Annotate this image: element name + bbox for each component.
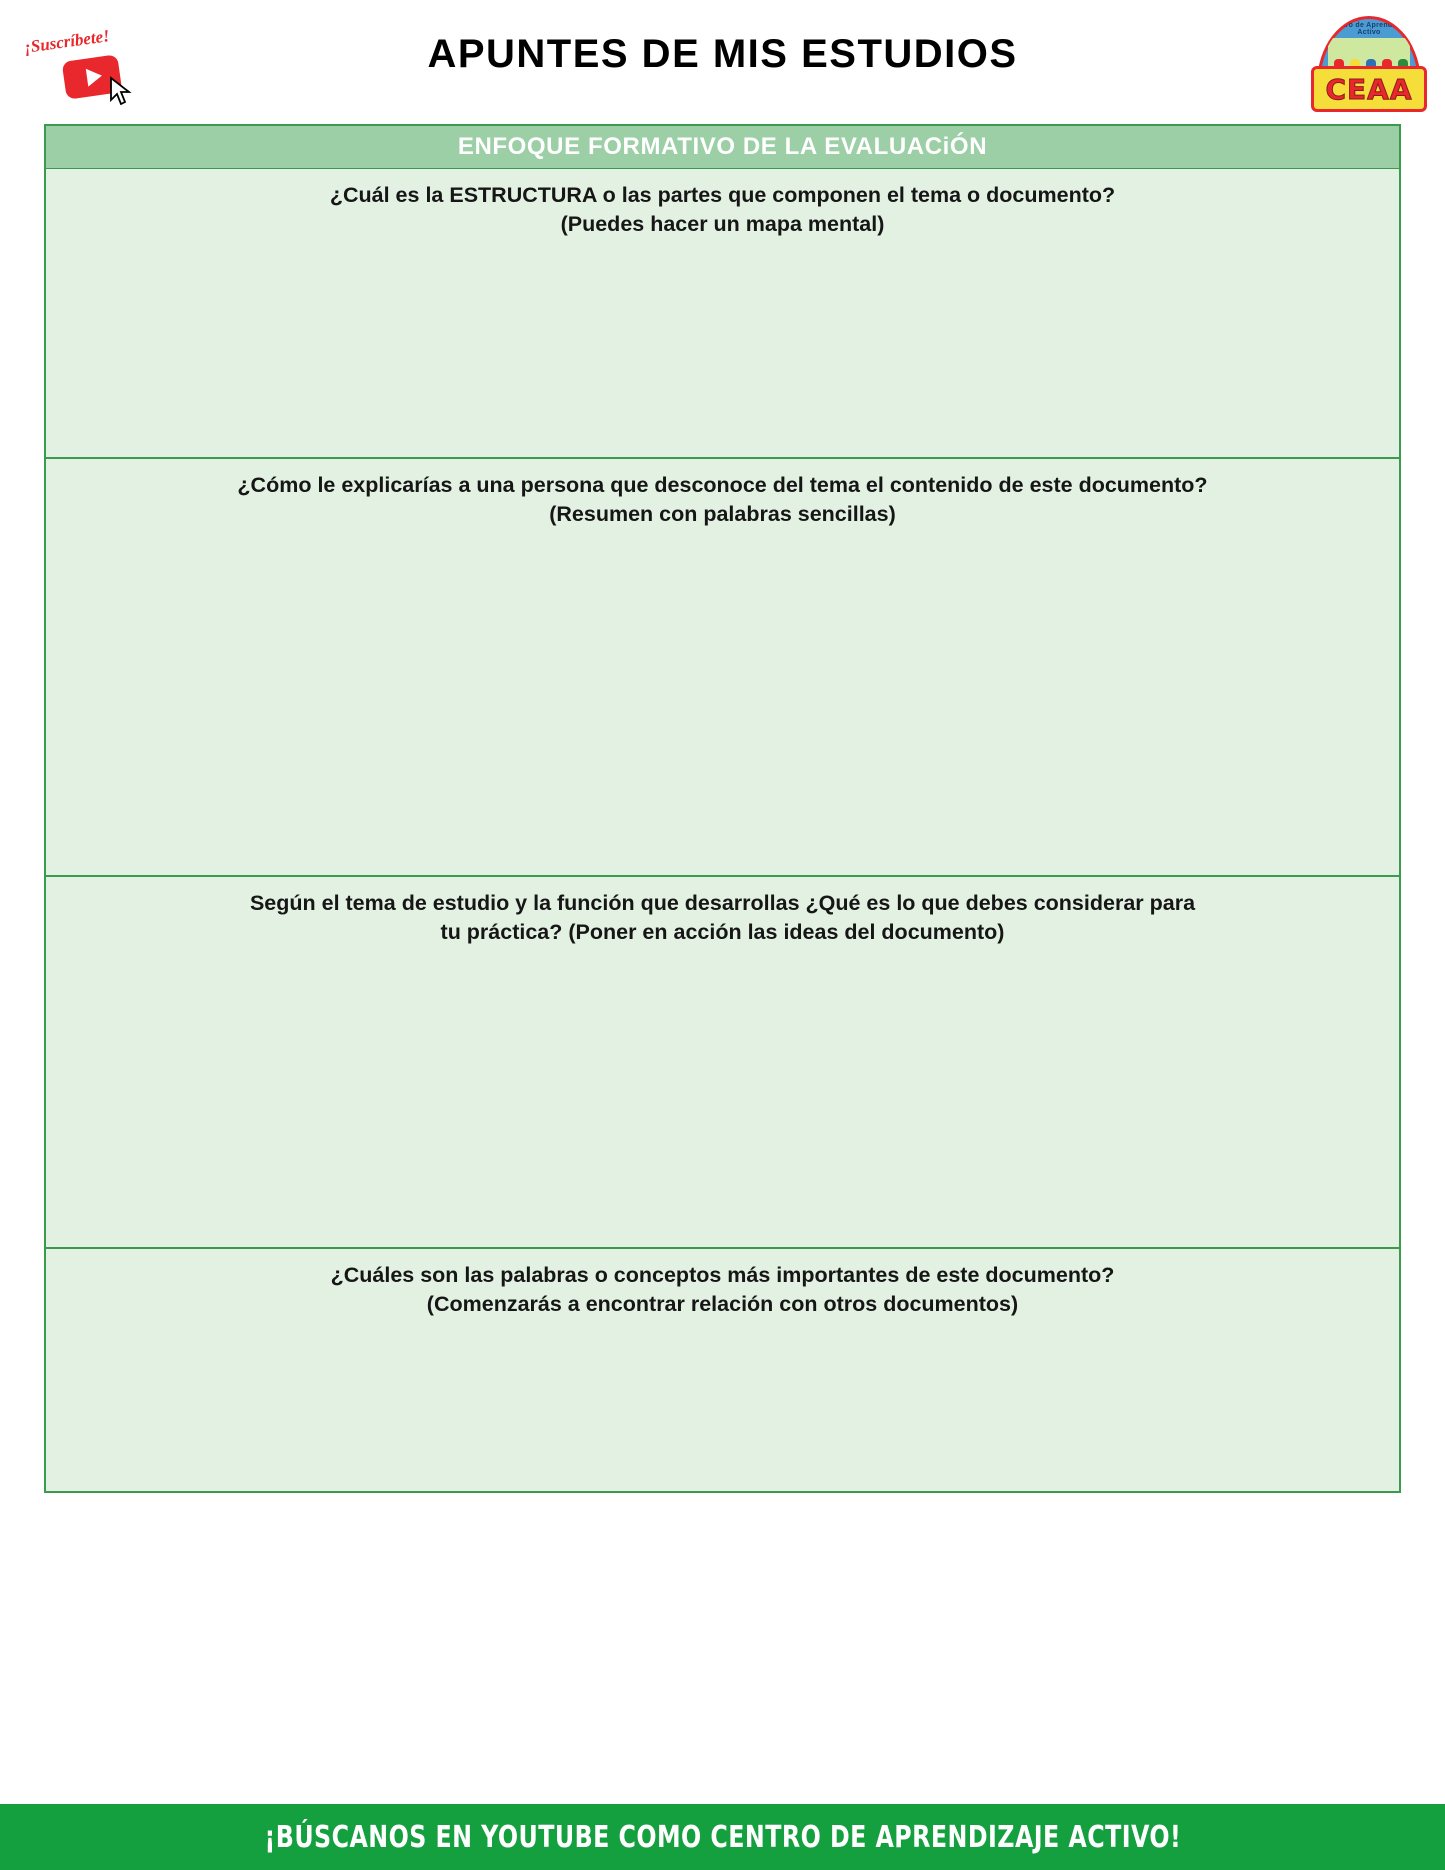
logo-name-text: CEAA [1325,72,1413,106]
worksheet [0,124,1445,1493]
question-block-1[interactable] [46,169,1399,459]
page-title: APUNTES DE MIS ESTUDIOS [427,31,1018,76]
question-prompt-3-line1: Según el tema de estudio y la función que desarrollas ¿Qué es lo que debes considerar para [249,891,1196,915]
question-prompt-3 [74,889,1371,947]
question-prompt-4-line1: ¿Cuáles son las palabras o conceptos más importantes de este documento? [330,1263,1115,1287]
question-prompt-2-line1: ¿Cómo le explicarías a una persona que desconoce del tema el contenido de este documento? [237,473,1208,497]
page-header [0,0,1445,124]
question-prompt-1-line2: (Puedes hacer un mapa mental) [560,212,885,237]
logo-name-plate [1311,66,1427,112]
worksheet-banner-label: ENFOQUE FORMATIVO DE LA EVALUACiÓN [457,133,988,160]
youtube-subscribe-badge[interactable] [22,22,152,102]
question-prompt-2 [74,471,1371,529]
logo-arc-text: Centro de Aprendizaje Activo [1328,22,1410,36]
subscribe-label: ¡Suscríbete! [23,26,111,57]
footer-text: ¡BÚSCANOS EN YOUTUBE COMO CENTRO DE APRENDIZAJE ACTIVO! [264,1819,1181,1855]
question-block-2[interactable] [46,459,1399,877]
question-prompt-4-line2: (Comenzarás a encontrar relación con otros documentos) [426,1292,1019,1317]
question-prompt-4 [74,1261,1371,1319]
play-triangle-icon [85,67,102,87]
question-block-4[interactable] [46,1249,1399,1491]
worksheet-banner [44,124,1401,169]
question-prompt-1 [74,181,1371,239]
ceaa-logo [1311,16,1421,112]
question-prompt-1-line1: ¿Cuál es la ESTRUCTURA o las partes que componen el tema o documento? [329,183,1116,207]
question-prompt-3-line2: tu práctica? (Poner en acción las ideas del documento) [440,920,1005,945]
worksheet-body [44,169,1401,1493]
question-prompt-2-line2: (Resumen con palabras sencillas) [549,502,896,527]
question-block-3[interactable] [46,877,1399,1249]
mouse-cursor-icon [108,76,134,106]
footer-banner [0,1804,1445,1870]
